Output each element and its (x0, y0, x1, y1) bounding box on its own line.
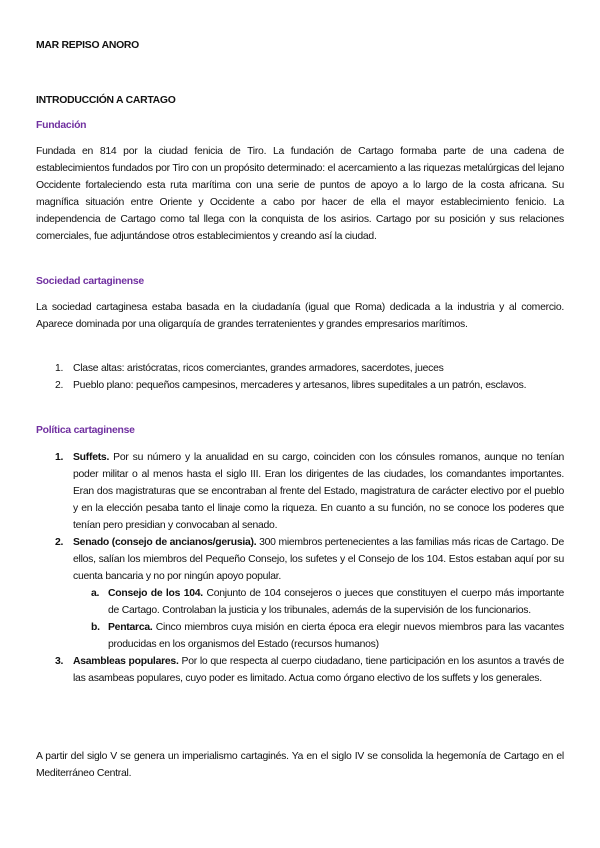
author-name: MAR REPISO ANORO (36, 40, 139, 51)
list-term: Asambleas populares. (73, 656, 179, 667)
list-number: 3. (55, 656, 64, 667)
list-item-asambleas (36, 653, 564, 687)
list-term: Consejo de los 104. (108, 588, 203, 599)
document-title: INTRODUCCIÓN A CARTAGO (36, 95, 176, 106)
list-text: Cinco miembros cuya misión en cierta época era elegir nuevos miembros para las vacantes producidas en los organismos del Estado (recursos humanos) (108, 622, 564, 650)
paragraph-conclusion: A partir del siglo V se genera un imperialismo cartaginés. Ya en el siglo IV se consolida la hegemonía de Cartago en el Mediterráneo Central. (36, 751, 564, 779)
list-text: Por su número y la anualidad en su cargo, coinciden con los cónsules romanos, aunque no tenían poder militar o al menos hasta el siglo III. Eran los dirigentes de las ciudades, los comandantes importantes. Eran dos magistraturas que se encontraban al frente del Estado, magistratura de carácter electivo por el pueblo y en la elección pesaba tanto el linaje como la riqueza. En cuanto a su función, no se conoce los poderes que tenían pero presidian y convocaban al senado. (73, 452, 564, 531)
list-item-suffets (36, 449, 564, 534)
list-term: Senado (consejo de ancianos/gerusia). (73, 537, 257, 548)
heading-politica: Política cartaginense (36, 425, 135, 436)
list-term: Pentarca. (108, 622, 153, 633)
sociedad-list (36, 360, 564, 394)
paragraph-fundacion: Fundada en 814 por la ciudad fenicia de Tiro. La fundación de Cartago formaba parte de una cadena de establecimientos fundados por Tiro con un propósito determinado: el acercamiento a las riquezas metalúrgicas del lejano Occidente fortaleciendo esta ruta marítima con una serie de puntos de apoyo a lo largo de la costa africana. Su magnífica situación entre Oriente y Occidente a cabo por hacer de ella el mayor establecimiento fenicio. La independencia de Cartago como tal llega con la conquista de los asirios. Cartago por su posición y sus relaciones comerciales, fue adjuntándose otros establecimientos y creando así la ciudad. (36, 146, 564, 242)
heading-sociedad: Sociedad cartaginense (36, 276, 144, 287)
list-letter: a. (91, 588, 100, 599)
list-number: 1. (55, 452, 64, 463)
politica-list (36, 449, 564, 687)
list-item (36, 377, 564, 394)
list-term: Suffets. (73, 452, 110, 463)
list-item (36, 360, 564, 377)
list-number: 2. (55, 537, 64, 548)
sublist-item-pentarca (36, 619, 564, 653)
list-text: Pueblo plano: pequeños campesinos, mercaderes y artesanos, libres supeditales a un patrón, esclavos. (73, 380, 527, 391)
list-item-senado (36, 534, 564, 585)
sublist-item-consejo (36, 585, 564, 619)
heading-fundacion: Fundación (36, 120, 87, 131)
list-number: 1. (55, 363, 64, 374)
list-number: 2. (55, 380, 64, 391)
list-letter: b. (91, 622, 100, 633)
paragraph-sociedad: La sociedad cartaginesa estaba basada en la ciudadanía (igual que Roma) dedicada a la industria y al comercio. Aparece dominada por una oligarquía de grandes terratenientes y grandes empresarios marítimos. (36, 302, 564, 330)
list-text: Conjunto de 104 consejeros o jueces que constituyen el cuerpo más importante de Cartago. Controlaban la justicia y los tribunales, además de la supervisión de los funcionarios. (108, 588, 565, 616)
list-text: Clase altas: aristócratas, ricos comerciantes, grandes armadores, sacerdotes, jueces (73, 363, 444, 374)
list-text: Por lo que respecta al cuerpo ciudadano, tiene participación en los asuntos a través de las asambeas populares, cuyo poder es limitado. Actua como órgano electivo de los suffets y los generales. (73, 656, 564, 684)
list-text: 300 miembros pertenecientes a las familias más ricas de Cartago. De ellos, salían los miembros del Pequeño Consejo, los sufetes y el Consejo de los 104. Estos estaban aquí por su cuenta bancaria y no por ningún apoyo popular. (73, 537, 564, 582)
